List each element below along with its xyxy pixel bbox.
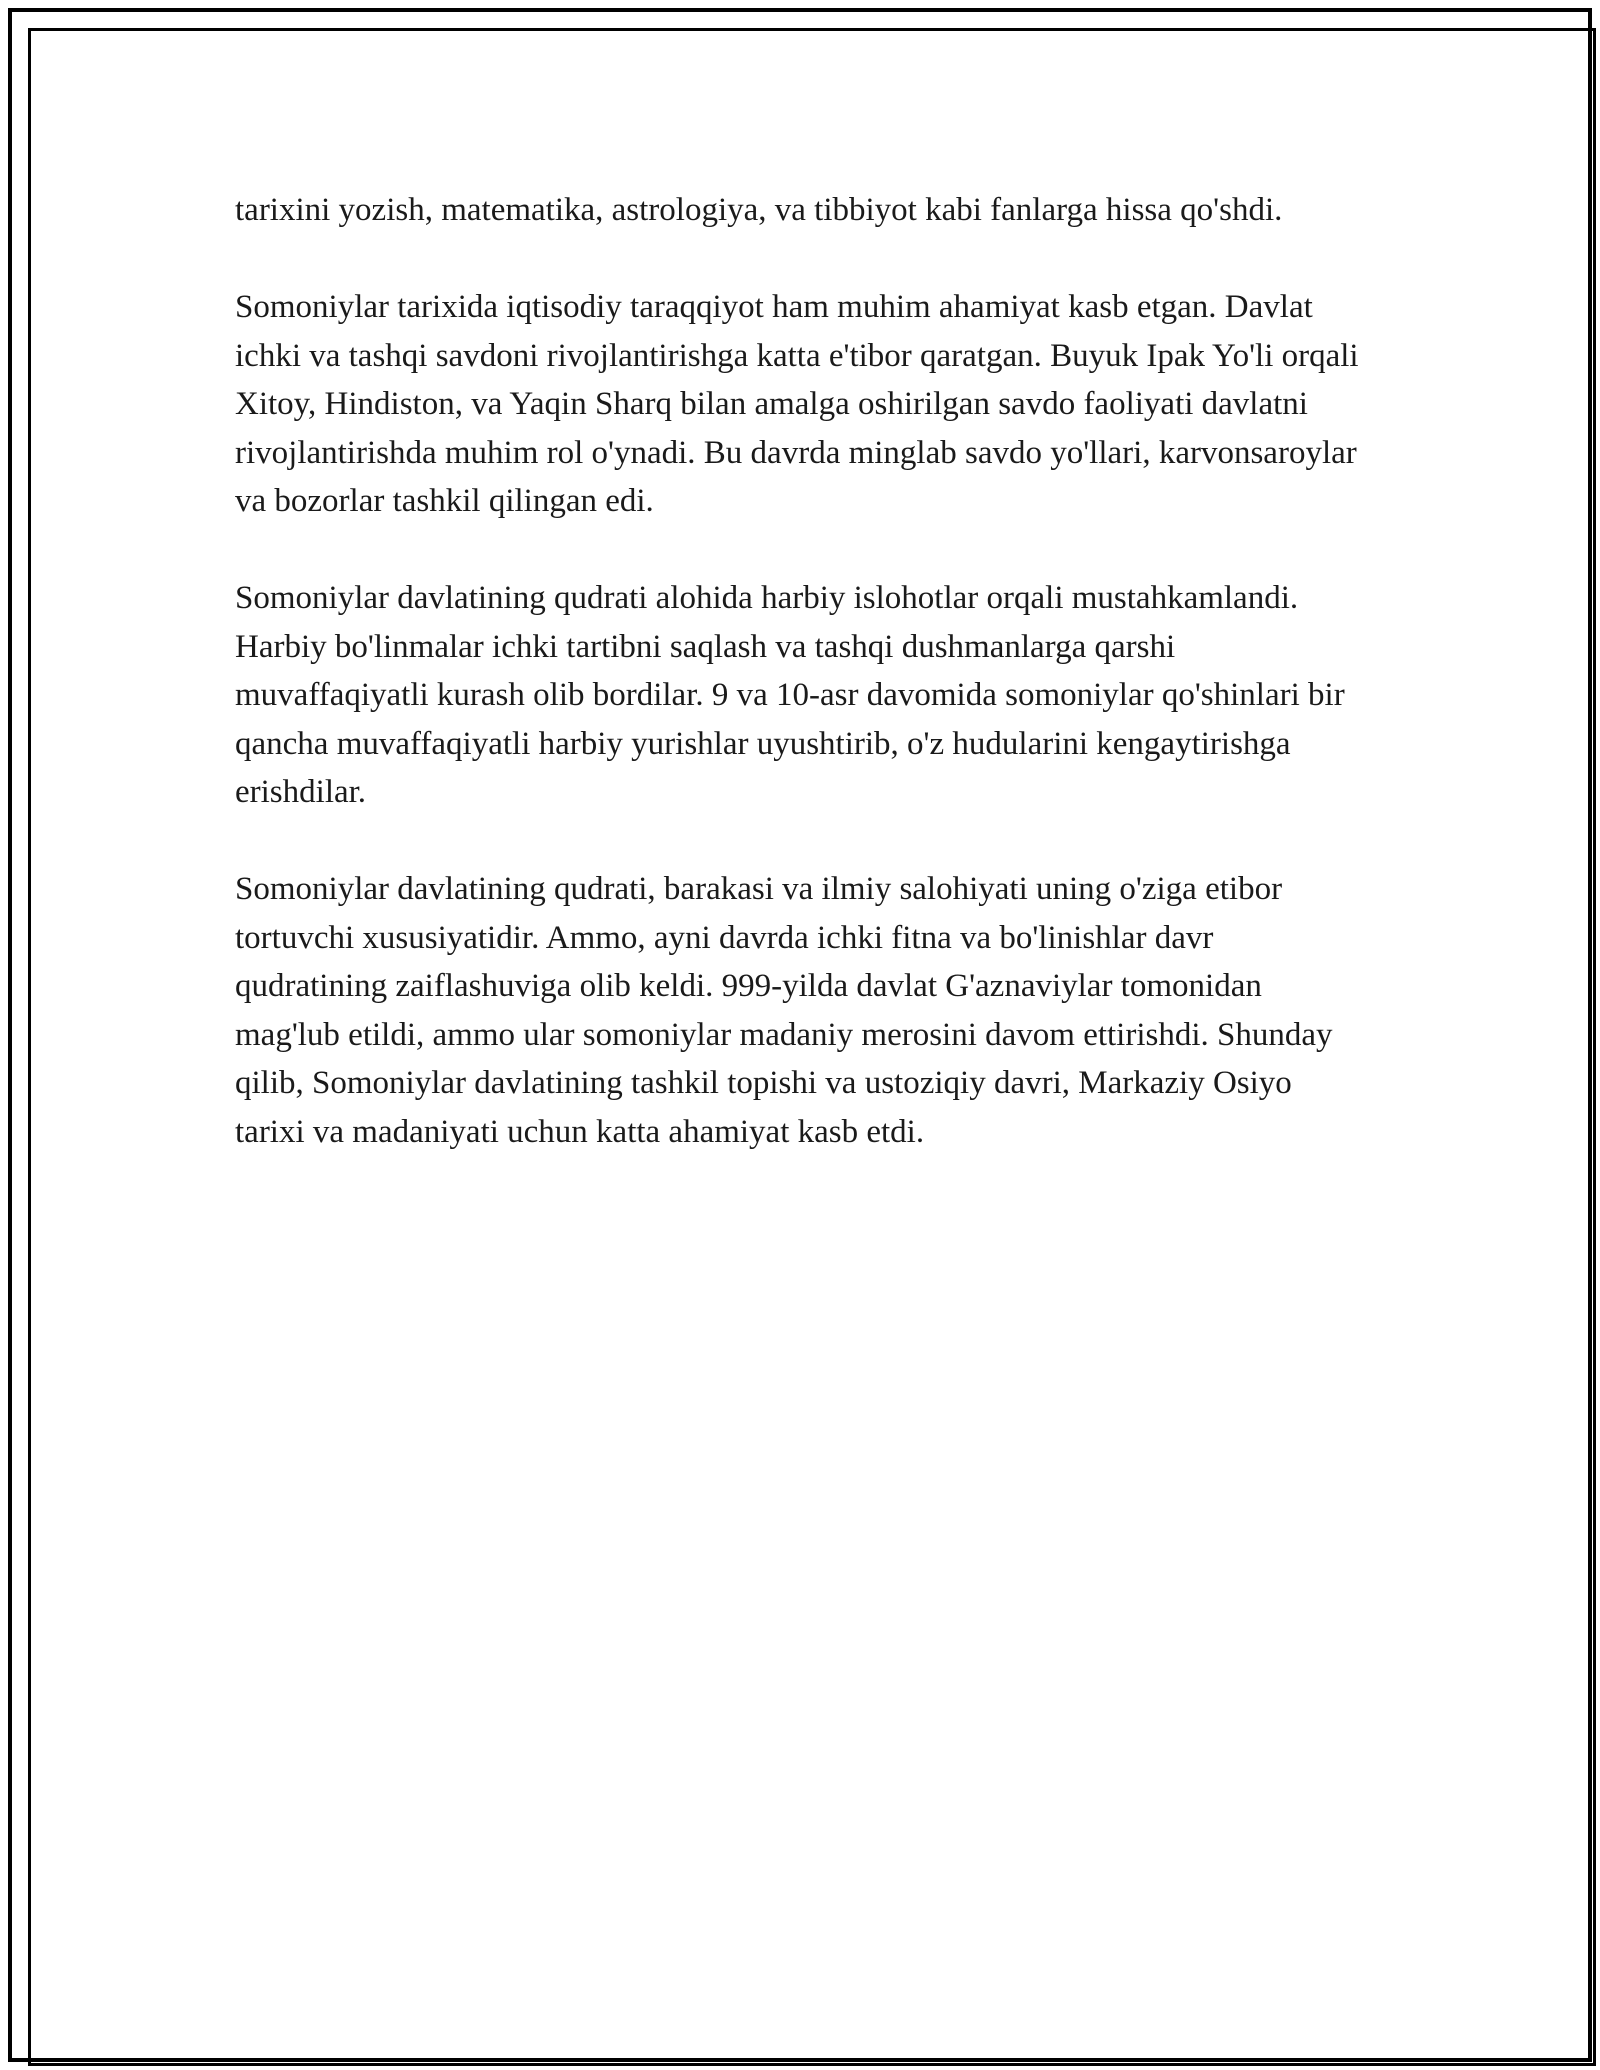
paragraph-1: tarixini yozish, matematika, astrologiya, va tibbiyot kabi fanlarga hissa qo'shdi. <box>235 192 1283 228</box>
paragraph-3: Somoniylar davlatining qudrati alohida harbiy islohotlar orqali mustahkamlandi. Harbiy bo'linmalar ichki tartibni saqlash va tashqi dushmanlarga qarshi muvaffaqiyatli kurash olib bordilar. 9 va 10-asr davomida somoniylar qo'shinlari bir qancha muvaffaqiyatli harbiy yurishlar uyushtirib, o'z hudularini kengaytirishga erishdilar. <box>235 580 1345 810</box>
paragraph-2: Somoniylar tarixida iqtisodiy taraqqiyot ham muhim ahamiyat kasb etgan. Davlat ichki va tashqi savdoni rivojlantirishga katta e'tibor qaratgan. Buyuk Ipak Yo'li orqali Xitoy, Hindiston, va Yaqin Sharq bilan amalga oshirilgan savdo faoliyati davlatni rivojlantirishda muhim rol o'ynadi. Bu davrda minglab savdo yo'llari, karvonsaroylar va bozorlar tashkil qilingan edi. <box>235 289 1359 519</box>
document-body <box>235 186 1365 1205</box>
paragraph-4: Somoniylar davlatining qudrati, barakasi va ilmiy salohiyati uning o'ziga etibor tortuvchi xususiyatidir. Ammo, ayni davrda ichki fitna va bo'linishlar davr qudratining zaiflashuviga olib keldi. 999-yilda davlat G'aznaviylar tomonidan mag'lub etildi, ammo ular somoniylar madaniy merosini davom ettirishdi. Shunday qilib, Somoniylar davlatining tashkil topishi va ustoziqiy davri, Markaziy Osiyo tarixi va madaniyati uchun katta ahamiyat kasb etdi. <box>235 871 1333 1150</box>
